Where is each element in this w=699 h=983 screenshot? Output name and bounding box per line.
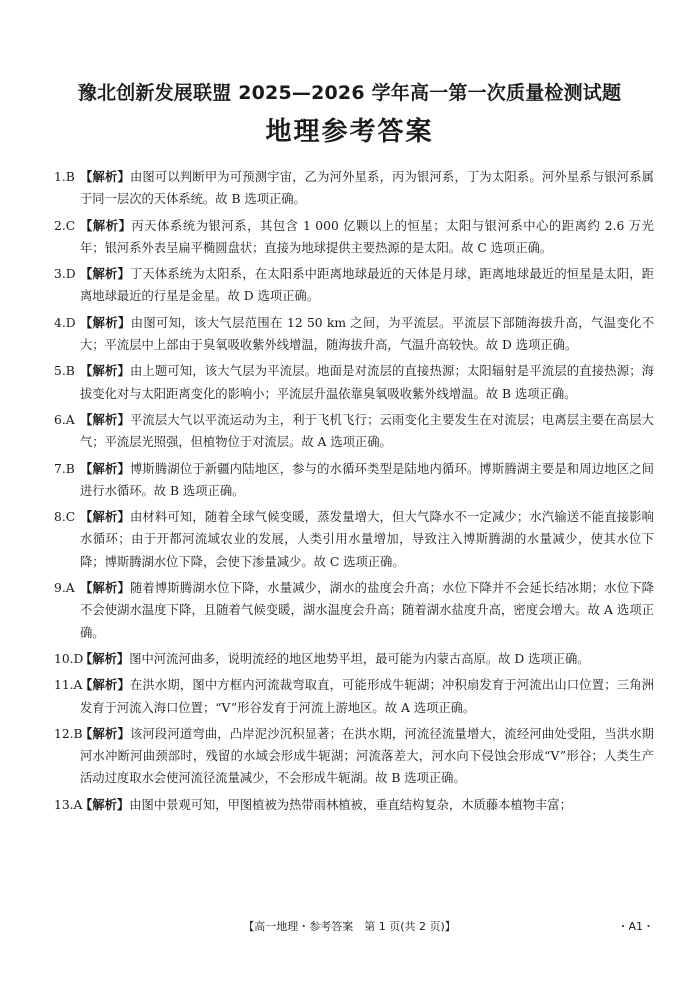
answer-item [54,263,654,308]
analysis-text: 平流层大气以平流运动为主，利于飞机飞行；云雨变化主要发生在对流层；电离层主要在高层大气；平流层光照强，但植物位于对流层。故 A 选项正确。 [80,412,654,450]
answer-item [54,312,654,357]
answer-number: 12.B [54,726,83,741]
answer-number: 3.D [54,267,76,282]
analysis-text: 随着博斯腾湖水位下降，水量减少，湖水的盐度会升高；水位下降并不会延长结冰期；水位下降不会使湖水温度下降，且随着气候变暖，湖水温度会升高；随着湖水盐度升高，密度会增大。故 A 选项正确。 [80,581,654,640]
analysis-tag: 【解析】 [80,218,132,233]
analysis-tag: 【解析】 [80,581,130,596]
answer-number: 9.A [54,581,75,596]
analysis-tag: 【解析】 [80,315,131,330]
analysis-tag: 【解析】 [80,364,130,379]
analysis-tag: 【解析】 [80,651,130,666]
analysis-tag: 【解析】 [80,678,130,693]
answer-number: 13.A [54,797,83,812]
answer-number: 6.A [54,412,75,427]
analysis-tag: 【解析】 [80,726,130,741]
analysis-text: 在洪水期，图中方框内河流裁弯取直，可能形成牛轭湖；冲积扇发育于河流出山口位置；三角洲发育于河流入海口位置；“V”形谷发育于河流上游地区。故 A 选项正确。 [80,678,654,715]
answer-item [54,674,654,719]
answer-list [54,166,654,820]
answer-number: 8.C [54,510,76,525]
analysis-text: 由上题可知，该大气层为平流层。地面是对流层的直接热源；太阳辐射是平流层的直接热源；海拔变化对与太阳距离变化的影响小；平流层升温依靠臭氧吸收紫外线增温。故 B 选项正确。 [80,364,654,401]
analysis-text: 由图中景观可知，甲图植被为热带雨林植被，垂直结构复杂，木质藤本植物丰富； [129,797,572,812]
answer-number: 7.B [54,461,75,476]
analysis-tag: 【解析】 [80,797,130,812]
answer-number: 1.B [54,170,75,184]
answer-item [54,409,654,454]
exam-title: 豫北创新发展联盟 2025—2026 学年高一第一次质量检测试题 [77,82,622,104]
analysis-tag: 【解析】 [80,267,130,282]
answer-number: 10.D [54,651,84,666]
answer-item [54,360,654,405]
analysis-text: 丁天体系统为太阳系，在太阳系中距离地球最近的天体是月球，距离地球最近的恒星是太阳，距离地球最近的行星是金星。故 D 选项正确。 [80,267,654,304]
analysis-text: 该河段河道弯曲，凸岸泥沙沉积显著；在洪水期，河流径流量增大，流经河曲处受阻，当洪水期河水冲断河曲颈部时，残留的水域会形成牛轭湖；河流落差大，河水向下侵蚀会形成“V”形谷；人类生产活动过度取水会使河流径流量减少，不会形成牛轭湖。故 B 选项正确。 [80,726,654,786]
analysis-text: 博斯腾湖位于新疆内陆地区，参与的水循环类型是陆地内循环。博斯腾湖主要是和周边地区之间进行水循环。故 B 选项正确。 [80,461,654,498]
answer-number: 2.C [54,218,76,233]
analysis-text: 图中河流河曲多，说明流经的地区地势平坦，最可能为内蒙古高原。故 D 选项正确。 [129,651,590,666]
answer-item [54,166,654,211]
analysis-tag: 【解析】 [80,510,130,525]
analysis-tag: 【解析】 [80,170,130,184]
page-footer: 【高一地理・参考答案 第 1 页(共 2 页)】 [243,920,456,933]
answer-item [54,506,654,573]
answer-item [54,794,654,816]
analysis-text: 由图可以判断甲为可预测宇宙，乙为河外星系，丙为银河系，丁为太阳系。河外星系与银河系属于同一层次的天体系统。故 B 选项正确。 [80,170,654,207]
answer-item [54,577,654,644]
answer-key-title: 地理参考答案 [265,117,434,147]
answer-item [54,723,654,790]
answer-item [54,215,654,260]
answer-number: 5.B [54,364,75,379]
answer-number: 4.D [54,315,76,330]
answer-number: 11.A [54,678,83,693]
answer-item [54,458,654,503]
analysis-text: 丙天体系统为银河系，其包含 1 000 亿颗以上的恒星；太阳与银河系中心的距离约 2.6 万光年；银河系外表呈扁平椭圆盘状；直接为地球提供主要热源的是太阳。故 C 选项正确。 [80,218,654,255]
analysis-tag: 【解析】 [80,412,130,427]
version-mark: ・A1・ [617,920,654,933]
analysis-tag: 【解析】 [80,461,130,476]
answer-item [54,648,654,670]
analysis-text: 由材料可知，随着全球气候变暖，蒸发量增大，但大气降水不一定减少；水汽输送不能直接影响水循环；由于开都河流域农业的发展，人类引用水量增加，导致注入博斯腾湖的水量减少，使其水位下降；博斯腾湖水位下降，会使下渗量减少。故 C 选项正确。 [80,510,654,569]
analysis-text: 由图可知，该大气层范围在 12 50 km 之间，为平流层。平流层下部随海拔升高，气温变化不大；平流层中上部由于臭氧吸收紫外线增温，随海拔升高，气温升高较快。故 D 选项正确。 [80,315,654,353]
